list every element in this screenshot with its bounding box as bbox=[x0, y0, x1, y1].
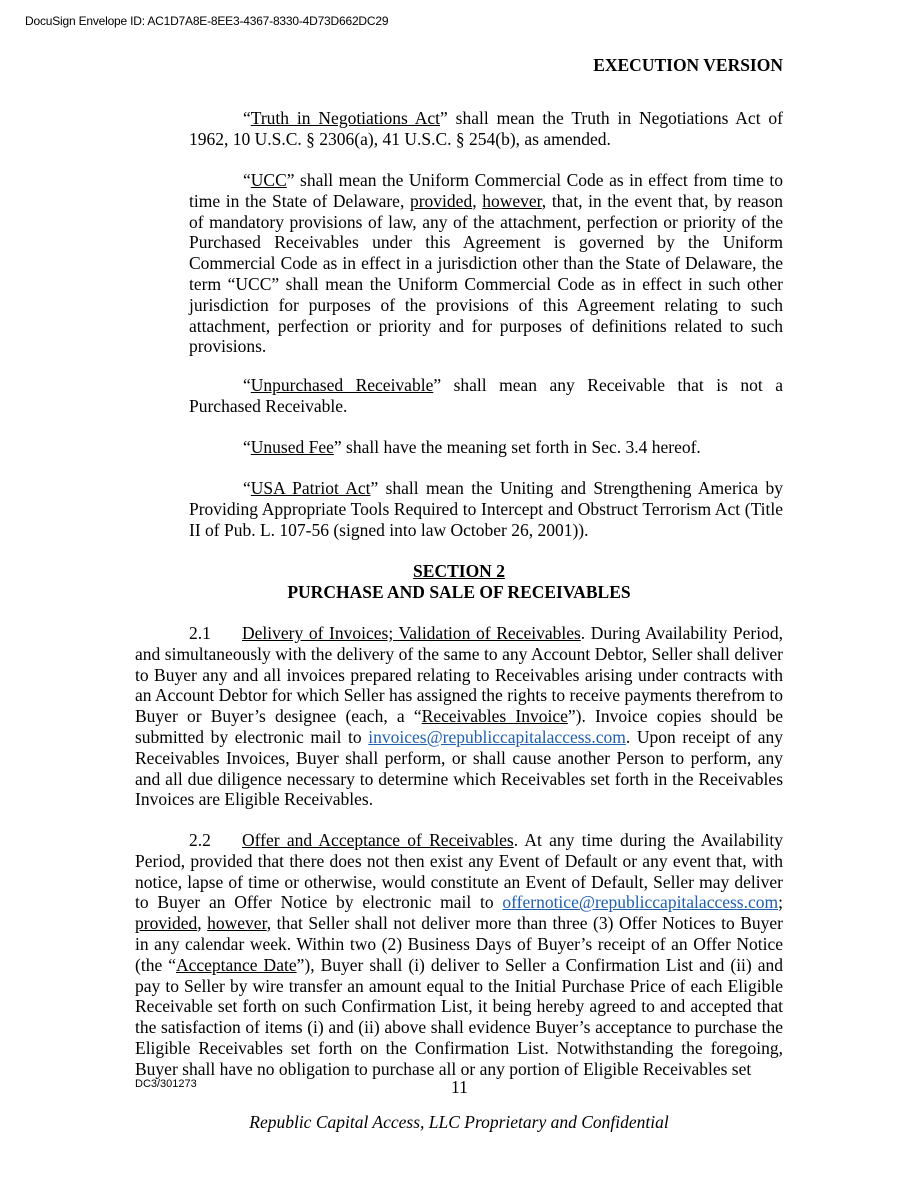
defined-term: Unpurchased Receivable bbox=[250, 375, 434, 395]
defined-term: UCC bbox=[250, 170, 287, 190]
paragraph-2-1: 2.1 Delivery of Invoices; Validation of Receivables. During Availability Period, and simultaneously with the delivery of the same to any Account Debtor, Seller shall deliver to Buyer any and all invoices prepared relating to Receivables arising under contracts with an Account Debtor for which Seller has assigned the rights to receive payments therefrom to Buyer or Buyer’s designee (each, a “Receivables Invoice”). Invoice copies should be submitted by electronic mail to invoices@republiccapitalaccess.com. Upon receipt of any Receivables Invoices, Buyer shall perform, or shall cause another Person to perform, any and all due diligence necessary to determine which Receivables set forth in the Receivables Invoices are Eligible Receivables. bbox=[135, 623, 783, 810]
execution-version-label: EXECUTION VERSION bbox=[593, 55, 783, 75]
section-title: PURCHASE AND SALE OF RECEIVABLES bbox=[287, 582, 631, 602]
document-id: DC3/301273 bbox=[135, 1078, 197, 1090]
definition-usa-patriot-act: “USA Patriot Act” shall mean the Uniting and Strengthening America by Providing Appropriate Tools Required to Intercept and Obstruct Terrorism Act (Title II of Pub. L. 107-56 (signed into law October 26, 2001)). bbox=[189, 478, 784, 540]
confidentiality-footer: Republic Capital Access, LLC Proprietary and Confidential bbox=[249, 1112, 669, 1132]
invoices-email-link[interactable]: invoices@republiccapitalaccess.com bbox=[368, 726, 626, 747]
section-heading bbox=[135, 561, 783, 603]
paragraph-number: 2.2 bbox=[189, 830, 211, 850]
page-number: 11 bbox=[451, 1077, 468, 1097]
paragraph-number: 2.1 bbox=[189, 623, 211, 643]
defined-term: Truth in Negotiations Act bbox=[250, 108, 441, 128]
offernotice-email-link[interactable]: offernotice@republiccapitalaccess.com bbox=[502, 892, 779, 913]
paragraph-heading: Offer and Acceptance of Receivables bbox=[242, 830, 514, 850]
definition-unused-fee: “Unused Fee” shall have the meaning set forth in Sec. 3.4 hereof. bbox=[243, 437, 701, 457]
definition-unpurchased-receivable: “Unpurchased Receivable” shall mean any Receivable that is not a Purchased Receivable. bbox=[189, 375, 784, 416]
defined-term: Acceptance Date bbox=[175, 954, 297, 975]
defined-term: Receivables Invoice bbox=[421, 706, 568, 727]
defined-term: USA Patriot Act bbox=[250, 478, 371, 498]
section-number: SECTION 2 bbox=[413, 561, 505, 581]
paragraph-2-2: 2.2 Offer and Acceptance of Receivables. At any time during the Availability Period, provided that there does not then exist any Event of Default or any event that, with notice, lapse of time or otherwise, would constitute an Event of Default, Seller may deliver to Buyer an Offer Notice by electronic mail to offernotice@republiccapitalaccess.com; provided, however, that Seller shall not deliver more than three (3) Offer Notices to Buyer in any calendar week. Within two (2) Business Days of Buyer’s receipt of an Offer Notice (the “Acceptance Date”), Buyer shall (i) deliver to Seller a Confirmation List and (ii) and pay to Seller by wire transfer an amount equal to the Initial Purchase Price of each Eligible Receivable set forth on such Confirmation List, it being hereby agreed to and accepted that the satisfaction of items (i) and (ii) above shall evidence Buyer’s acceptance to purchase the Eligible Receivables set forth on the Confirmation List. Notwithstanding the foregoing, Buyer shall have no obligation to purchase all or any portion of Eligible Receivables set bbox=[135, 830, 784, 1079]
defined-term: Unused Fee bbox=[250, 437, 334, 457]
paragraph-heading: Delivery of Invoices; Validation of Receivables bbox=[242, 623, 581, 643]
definition-truth-in-negotiations-act: “Truth in Negotiations Act” shall mean the Truth in Negotiations Act of 1962, 10 U.S.C. § 2306(a), 41 U.S.C. § 254(b), as amended. bbox=[189, 108, 784, 149]
definition-ucc: “UCC” shall mean the Uniform Commercial Code as in effect from time to time in the State of Delaware, provided, however, that, in the event that, by reason of mandatory provisions of law, any of the attachment, perfection or priority of the Purchased Receivables under this Agreement is governed by the Uniform Commercial Code as in effect in a jurisdiction other than the State of Delaware, the term “UCC” shall mean the Uniform Commercial Code as in effect in such other jurisdiction for purposes of the provisions of this Agreement relating to such attachment, perfection or priority and for purposes of definitions related to such provisions. bbox=[189, 170, 784, 357]
docusign-envelope-id: DocuSign Envelope ID: AC1D7A8E-8EE3-4367-8330-4D73D662DC29 bbox=[25, 14, 389, 28]
